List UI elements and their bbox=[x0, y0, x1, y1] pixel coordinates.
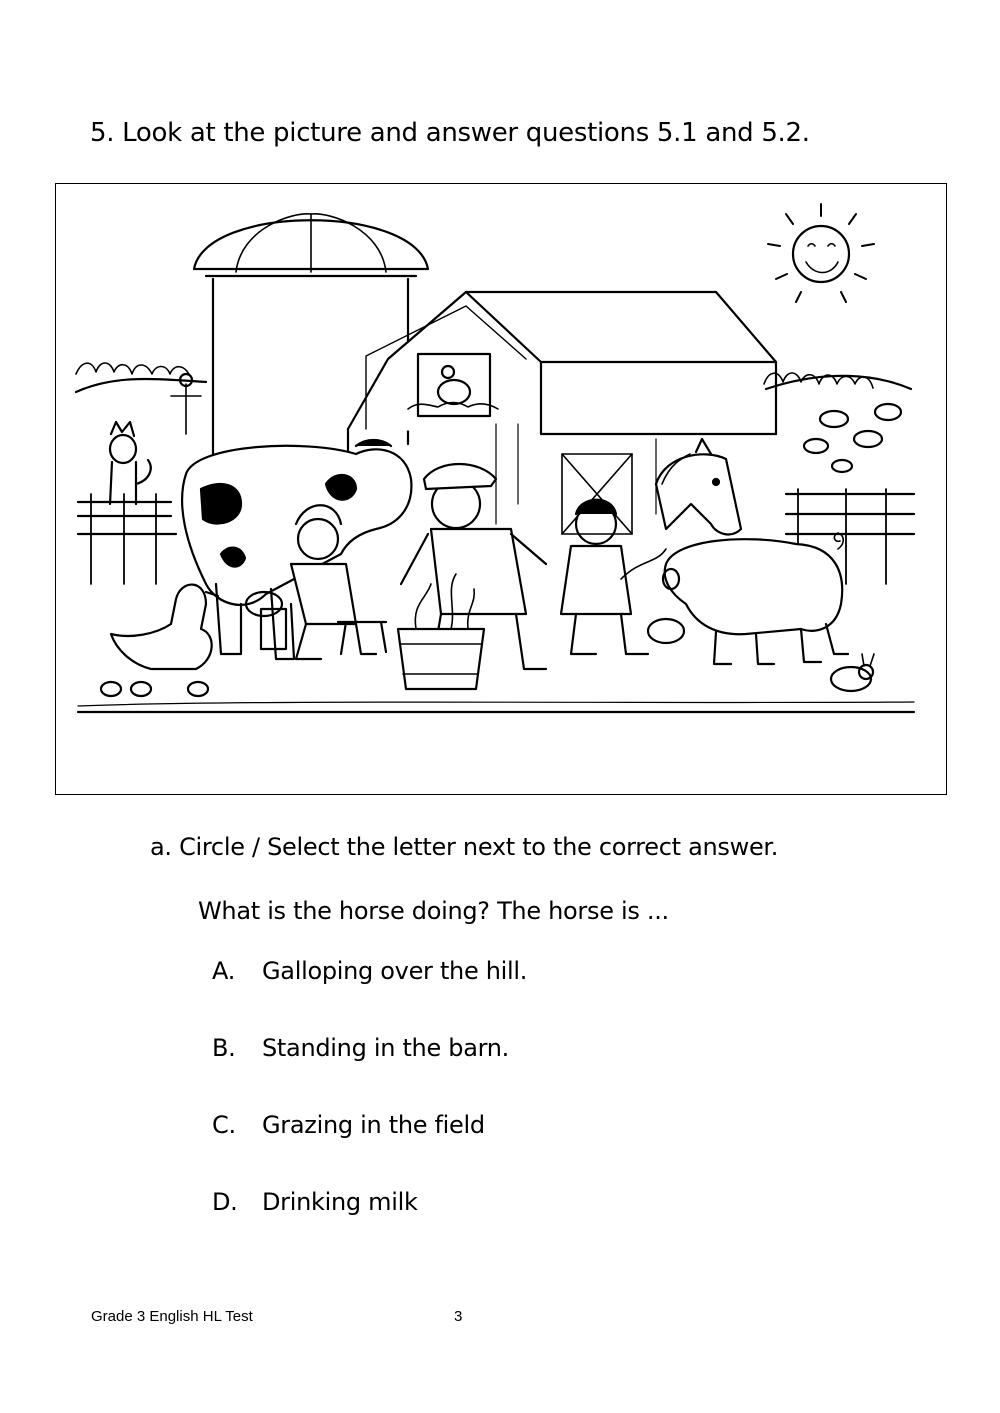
footer-test-label: Grade 3 English HL Test bbox=[91, 1308, 253, 1325]
option-letter: A. bbox=[212, 957, 236, 985]
option-letter: C. bbox=[212, 1111, 236, 1139]
option-text: Standing in the barn. bbox=[262, 1034, 509, 1062]
option-text: Grazing in the field bbox=[262, 1111, 485, 1139]
option-text: Galloping over the hill. bbox=[262, 957, 528, 985]
option-text: Drinking milk bbox=[262, 1188, 418, 1216]
option-letter: D. bbox=[212, 1188, 238, 1216]
option-c[interactable] bbox=[212, 1111, 485, 1139]
option-letter: B. bbox=[212, 1034, 236, 1062]
question-heading: 5. Look at the picture and answer questions 5.1 and 5.2. bbox=[90, 118, 810, 148]
farm-scene-illustration bbox=[56, 184, 946, 794]
option-a[interactable] bbox=[212, 957, 527, 985]
farm-picture-frame bbox=[55, 183, 947, 795]
option-d[interactable] bbox=[212, 1188, 418, 1216]
footer-page-number: 3 bbox=[454, 1308, 463, 1325]
question-prompt: What is the horse doing? The horse is ... bbox=[198, 897, 669, 925]
option-b[interactable] bbox=[212, 1034, 509, 1062]
instruction-text: a. Circle / Select the letter next to the correct answer. bbox=[150, 833, 779, 861]
